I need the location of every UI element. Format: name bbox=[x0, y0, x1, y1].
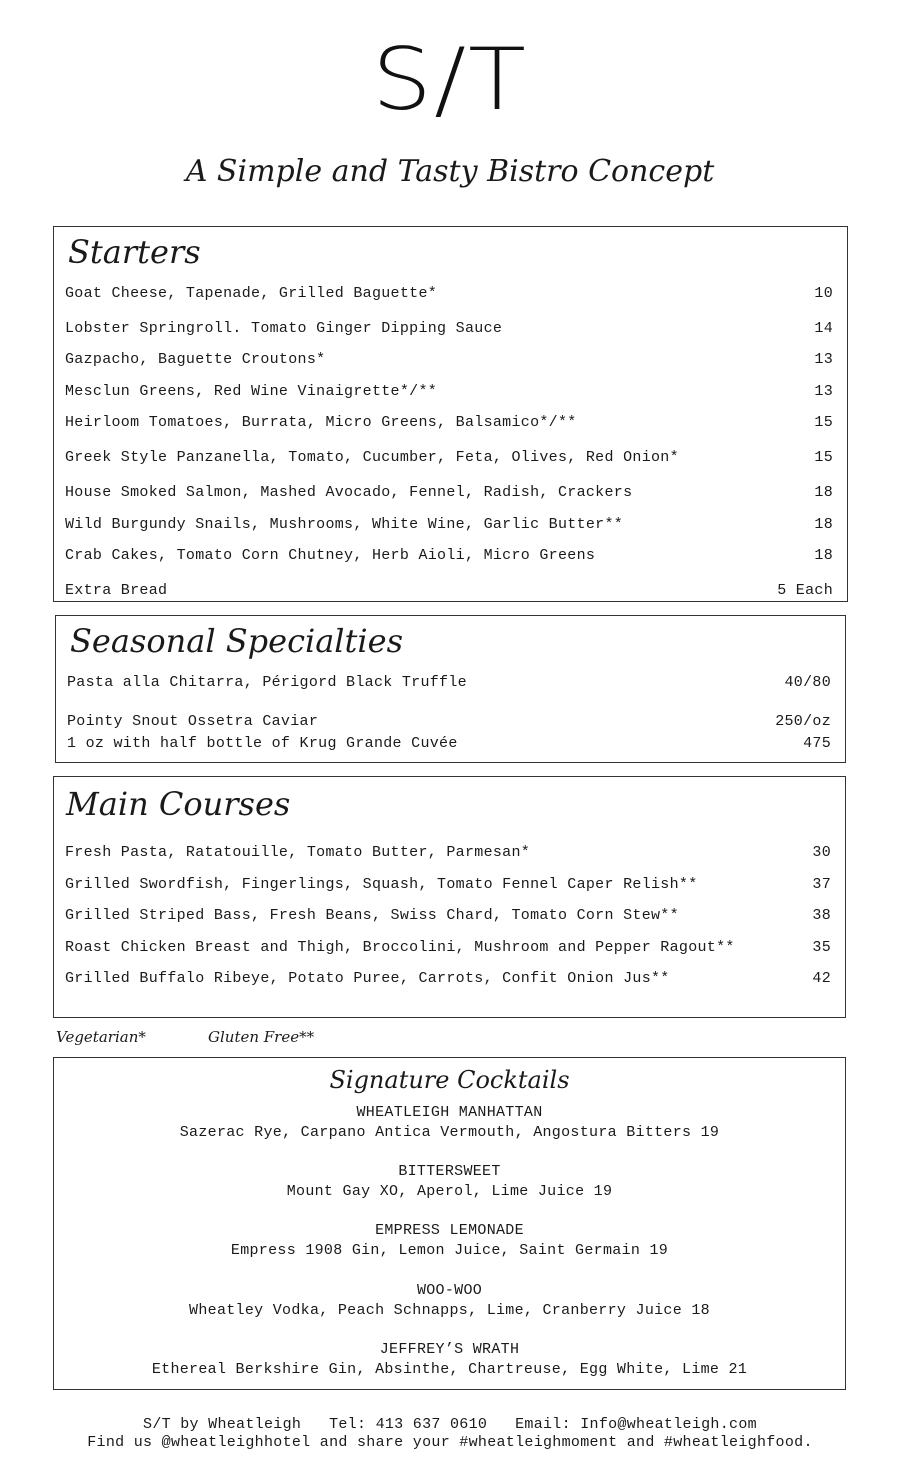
cocktail-name: EMPRESS LEMONADE bbox=[375, 1222, 524, 1239]
section-title-starters: Starters bbox=[68, 233, 201, 271]
cocktails-section bbox=[53, 1057, 846, 1390]
item-price: 5 Each bbox=[777, 582, 833, 599]
cocktail-description: Sazerac Rye, Carpano Antica Vermouth, Angostura Bitters 19 bbox=[179, 1124, 720, 1141]
starters-section bbox=[53, 226, 848, 602]
menu-item bbox=[54, 516, 847, 536]
menu-item bbox=[54, 484, 847, 504]
item-price: 13 bbox=[814, 351, 833, 368]
cocktail-description: Empress 1908 Gin, Lemon Juice, Saint Germain 19 bbox=[230, 1242, 669, 1259]
item-name: House Smoked Salmon, Mashed Avocado, Fennel, Radish, Crackers bbox=[65, 484, 633, 501]
menu-item bbox=[54, 449, 847, 469]
item-price: 38 bbox=[812, 907, 831, 924]
menu-item bbox=[54, 320, 847, 340]
menu-item bbox=[56, 674, 845, 694]
item-price: 35 bbox=[812, 939, 831, 956]
menu-item bbox=[56, 735, 845, 755]
seasonal-section bbox=[55, 615, 846, 763]
item-name: Lobster Springroll. Tomato Ginger Dipping Sauce bbox=[65, 320, 503, 337]
cocktail-name: WOO-WOO bbox=[416, 1282, 483, 1299]
menu-item bbox=[54, 383, 847, 403]
cocktail-description: Mount Gay XO, Aperol, Lime Juice 19 bbox=[286, 1183, 613, 1200]
item-price: 250/oz bbox=[775, 713, 831, 730]
cocktail-name: JEFFREY’S WRATH bbox=[379, 1341, 520, 1358]
menu-item bbox=[54, 351, 847, 371]
menu-item bbox=[54, 939, 845, 959]
menu-item bbox=[56, 713, 845, 733]
main-courses-section bbox=[53, 776, 846, 1018]
menu-item bbox=[54, 876, 845, 896]
menu-item bbox=[54, 907, 845, 927]
menu-item bbox=[54, 414, 847, 434]
item-price: 15 bbox=[814, 414, 833, 431]
cocktail-description: Wheatley Vodka, Peach Schnapps, Lime, Cranberry Juice 18 bbox=[189, 1302, 710, 1319]
section-title-mains: Main Courses bbox=[66, 785, 291, 823]
item-name: Wild Burgundy Snails, Mushrooms, White Wine, Garlic Butter** bbox=[65, 516, 624, 533]
section-title-cocktails: Signature Cocktails bbox=[329, 1066, 570, 1094]
cocktail-name: BITTERSWEET bbox=[398, 1163, 501, 1180]
item-name: Fresh Pasta, Ratatouille, Tomato Butter, Parmesan* bbox=[65, 844, 531, 861]
item-name: Greek Style Panzanella, Tomato, Cucumber, Feta, Olives, Red Onion* bbox=[65, 449, 679, 466]
item-price: 18 bbox=[814, 547, 833, 564]
item-price: 18 bbox=[814, 516, 833, 533]
item-price: 30 bbox=[812, 844, 831, 861]
cocktail-description: Ethereal Berkshire Gin, Absinthe, Chartreuse, Egg White, Lime 21 bbox=[151, 1361, 748, 1378]
item-price: 37 bbox=[812, 876, 831, 893]
item-price: 13 bbox=[814, 383, 833, 400]
item-name: Pasta alla Chitarra, Périgord Black Truffle bbox=[67, 674, 467, 691]
menu-item bbox=[54, 547, 847, 567]
item-name: Mesclun Greens, Red Wine Vinaigrette*/** bbox=[65, 383, 438, 400]
item-name: Goat Cheese, Tapenade, Grilled Baguette* bbox=[65, 285, 438, 302]
item-price: 10 bbox=[814, 285, 833, 302]
restaurant-logo: S/T bbox=[371, 30, 529, 130]
item-price: 475 bbox=[803, 735, 831, 752]
item-price: 15 bbox=[814, 449, 833, 466]
tagline: A Simple and Tasty Bistro Concept bbox=[185, 154, 715, 189]
item-name: 1 oz with half bottle of Krug Grande Cuvée bbox=[67, 735, 458, 752]
item-price: 18 bbox=[814, 484, 833, 501]
item-name: Grilled Swordfish, Fingerlings, Squash, Tomato Fennel Caper Relish** bbox=[65, 876, 698, 893]
item-name: Extra Bread bbox=[65, 582, 168, 599]
item-name: Gazpacho, Baguette Croutons* bbox=[65, 351, 326, 368]
menu-item bbox=[54, 582, 847, 602]
item-name: Grilled Striped Bass, Fresh Beans, Swiss Chard, Tomato Corn Stew** bbox=[65, 907, 679, 924]
menu-item bbox=[54, 844, 845, 864]
cocktail-name: WHEATLEIGH MANHATTAN bbox=[356, 1104, 543, 1121]
section-title-seasonal: Seasonal Specialties bbox=[70, 622, 403, 660]
item-name: Grilled Buffalo Ribeye, Potato Puree, Carrots, Confit Onion Jus** bbox=[65, 970, 670, 987]
item-price: 42 bbox=[812, 970, 831, 987]
item-name: Heirloom Tomatoes, Burrata, Micro Greens, Balsamico*/** bbox=[65, 414, 577, 431]
item-name: Crab Cakes, Tomato Corn Chutney, Herb Aioli, Micro Greens bbox=[65, 547, 596, 564]
menu-item bbox=[54, 970, 845, 990]
legend-vegetarian: Vegetarian* bbox=[56, 1028, 146, 1046]
item-price: 40/80 bbox=[784, 674, 831, 691]
footer-social: Find us @wheatleighhotel and share your #wheatleighmoment and #wheatleighfood. bbox=[87, 1434, 813, 1451]
item-name: Pointy Snout Ossetra Caviar bbox=[67, 713, 319, 730]
footer-contact: S/T by Wheatleigh Tel: 413 637 0610 Email: Info@wheatleigh.com bbox=[143, 1416, 757, 1433]
item-price: 14 bbox=[814, 320, 833, 337]
item-name: Roast Chicken Breast and Thigh, Broccolini, Mushroom and Pepper Ragout** bbox=[65, 939, 735, 956]
legend-gluten-free: Gluten Free** bbox=[208, 1028, 315, 1046]
menu-item bbox=[54, 285, 847, 305]
